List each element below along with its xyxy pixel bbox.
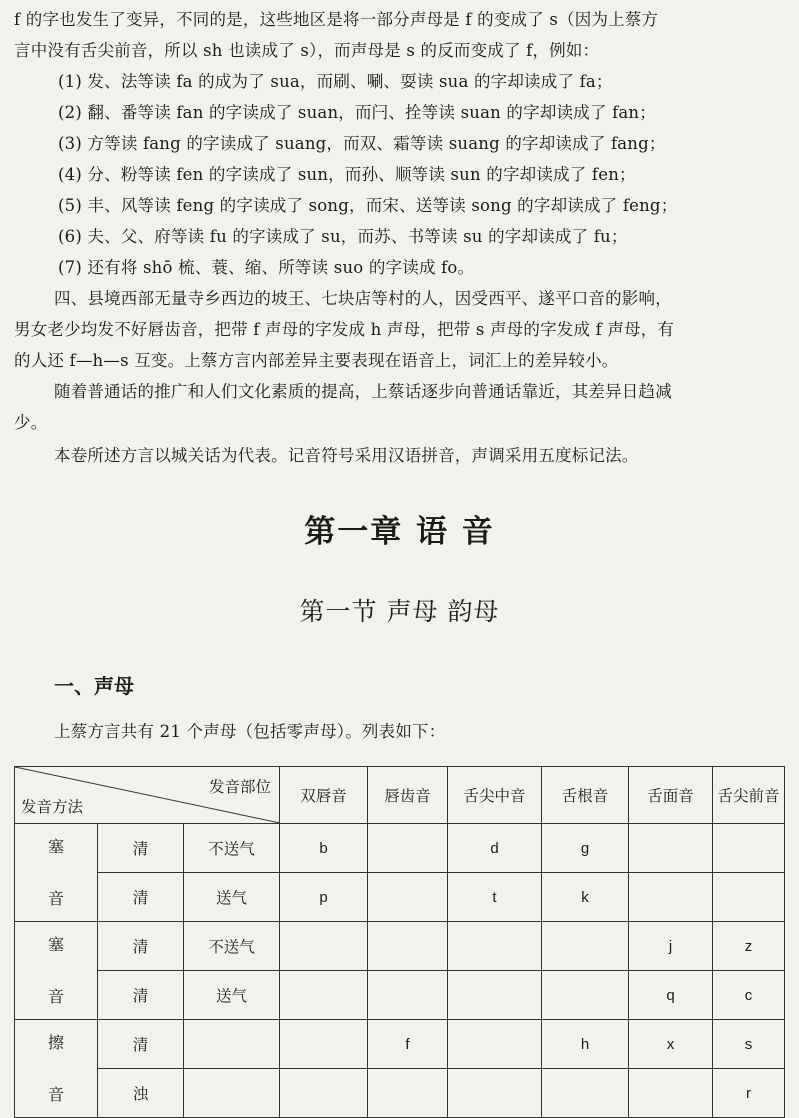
table-header-cell: 唇齿音 <box>368 767 448 824</box>
initial-cell: x <box>629 1020 713 1069</box>
initial-cell <box>368 922 448 971</box>
voicing-cell: 清 <box>98 873 184 922</box>
initial-cell: q <box>629 971 713 1020</box>
table-header-cell: 舌尖中音 <box>448 767 542 824</box>
table-row <box>15 971 785 1020</box>
paragraph-line: 的人还 f—h—s 互变。上蔡方言内部差异主要表现在语音上，词汇上的差异较小。 <box>14 351 619 370</box>
corner-label-manner: 发音方法 <box>21 798 84 816</box>
paragraph-line: 四、县境西部无量寺乡西边的坡王、七块店等村的人，因受西平、遂平口音的影响， <box>54 289 672 308</box>
initial-cell: h <box>542 1020 629 1069</box>
section-title: 第一节 声母 韵母 <box>299 597 500 626</box>
manner-group-label: 塞 <box>47 836 64 856</box>
aspiration-cell <box>184 1020 280 1069</box>
list-item: (5) 丰、风等读 feng 的字读成了 song，而宋、送等读 song 的字却读成了 feng； <box>58 196 678 215</box>
table-row <box>15 1020 785 1069</box>
paragraph-line: 随着普通话的推广和人们文化素质的提高，上蔡话逐步向普通话靠近，其差异日趋减 <box>54 382 672 401</box>
manner-group-label: 音 <box>47 888 64 908</box>
initial-cell: t <box>448 873 542 922</box>
initial-cell <box>280 922 368 971</box>
initial-cell <box>629 824 713 873</box>
manner-group-cell <box>15 824 98 922</box>
initial-cell: d <box>448 824 542 873</box>
manner-group-label: 塞 <box>47 934 64 954</box>
initial-cell <box>448 1069 542 1118</box>
table-row <box>15 1069 785 1118</box>
initial-cell <box>542 922 629 971</box>
table-row <box>15 824 785 873</box>
table-corner-cell <box>15 767 280 824</box>
initial-cell <box>368 1069 448 1118</box>
aspiration-cell <box>184 1069 280 1118</box>
initial-cell <box>368 824 448 873</box>
list-item: (7) 还有将 shō 梳、蓑、缩、所等读 suo 的字读成 fo。 <box>58 258 475 277</box>
initial-cell <box>368 873 448 922</box>
manner-group-label: 擦 <box>47 1032 64 1052</box>
aspiration-cell: 不送气 <box>184 922 280 971</box>
initial-cell <box>448 922 542 971</box>
table-header-cell: 舌面音 <box>629 767 713 824</box>
list-item: (2) 翻、番等读 fan 的字读成了 suan，而闩、拴等读 suan 的字却读成了 fan； <box>58 103 656 122</box>
aspiration-cell: 送气 <box>184 971 280 1020</box>
initial-cell <box>629 873 713 922</box>
corner-label-place: 发音部位 <box>209 778 272 796</box>
initial-cell <box>542 971 629 1020</box>
paragraph-line: 少。 <box>14 413 48 432</box>
chapter-title: 第一章 语 音 <box>304 514 495 550</box>
table-row <box>15 873 785 922</box>
manner-group-cell <box>15 922 98 1020</box>
paragraph-line: 言中没有舌尖前音，所以 sh 也读成了 s），而声母是 s 的反而变成了 f，例如： <box>14 41 600 60</box>
initial-cell: s <box>713 1020 785 1069</box>
initial-cell: j <box>629 922 713 971</box>
manner-group-label: 音 <box>47 1084 64 1104</box>
subsection-heading: 一、声母 <box>54 674 134 698</box>
voicing-cell: 清 <box>98 971 184 1020</box>
initial-cell: b <box>280 824 368 873</box>
intro-text: 上蔡方言共有 21 个声母（包括零声母）。列表如下： <box>54 722 446 741</box>
initial-cell <box>629 1069 713 1118</box>
voicing-cell: 浊 <box>98 1069 184 1118</box>
voicing-cell: 清 <box>98 1020 184 1069</box>
initial-cell: g <box>542 824 629 873</box>
initial-cell: c <box>713 971 785 1020</box>
initial-cell: r <box>713 1069 785 1118</box>
initial-cell: f <box>368 1020 448 1069</box>
list-item: (4) 分、粉等读 fen 的字读成了 sun，而孙、顺等读 sun 的字却读成了 fen； <box>58 165 636 184</box>
voicing-cell: 清 <box>98 824 184 873</box>
initials-table <box>14 766 785 1118</box>
initial-cell <box>280 1069 368 1118</box>
initial-cell: z <box>713 922 785 971</box>
initial-cell <box>280 1020 368 1069</box>
initial-cell <box>448 1020 542 1069</box>
table-header-cell: 舌尖前音 <box>713 767 785 824</box>
manner-group-cell <box>15 1020 98 1118</box>
table-row <box>15 922 785 971</box>
table-header-row <box>15 767 785 824</box>
initial-cell <box>448 971 542 1020</box>
table-header-cell: 舌根音 <box>542 767 629 824</box>
manner-group-label: 音 <box>47 986 64 1006</box>
aspiration-cell: 不送气 <box>184 824 280 873</box>
list-item: (1) 发、法等读 fa 的成为了 sua，而刷、唰、耍读 sua 的字却读成了 fa； <box>58 72 613 91</box>
list-item: (6) 夫、父、府等读 fu 的字读成了 su，而苏、书等读 su 的字却读成了 fu； <box>58 227 628 246</box>
initial-cell <box>542 1069 629 1118</box>
list-item: (3) 方等读 fang 的字读成了 suang，而双、霜等读 suang 的字却读成了 fang； <box>58 134 666 153</box>
initial-cell: k <box>542 873 629 922</box>
table-header-cell: 双唇音 <box>280 767 368 824</box>
aspiration-cell: 送气 <box>184 873 280 922</box>
initial-cell <box>368 971 448 1020</box>
initial-cell: p <box>280 873 368 922</box>
initial-cell <box>280 971 368 1020</box>
initial-cell <box>713 824 785 873</box>
initial-cell <box>713 873 785 922</box>
paragraph-line: f 的字也发生了变异，不同的是，这些地区是将一部分声母是 f 的变成了 s（因为上蔡方 <box>14 10 659 29</box>
paragraph-line: 男女老少均发不好唇齿音，把带 f 声母的字发成 h 声母，把带 s 声母的字发成 f 声母，有 <box>14 320 675 339</box>
voicing-cell: 清 <box>98 922 184 971</box>
paragraph-line: 本卷所述方言以城关话为代表。记音符号采用汉语拼音，声调采用五度标记法。 <box>54 446 639 465</box>
